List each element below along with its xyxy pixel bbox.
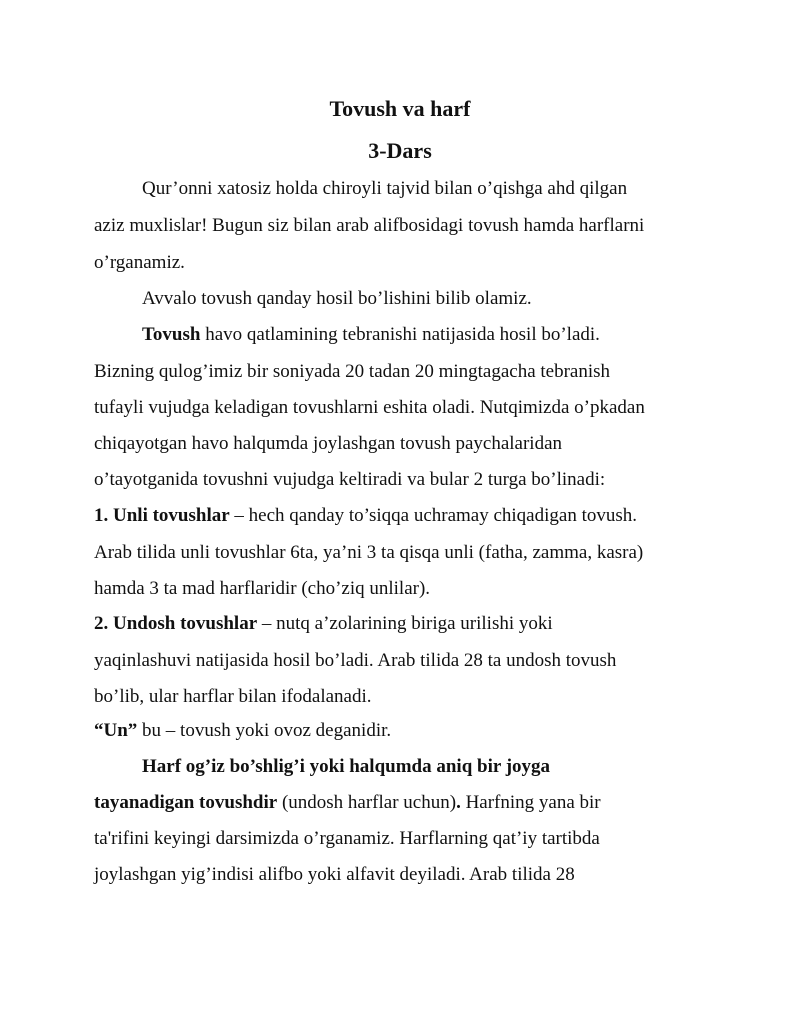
paragraph-line: ta'rifini keyingi darsimizda o’rganamiz. Harflarning qat’iy tartibda: [94, 828, 600, 849]
paragraph-line: bo’lib, ular harflar bilan ifodalanadi.: [94, 686, 372, 707]
paragraph-line: Tovush havo qatlamining tebranishi natijasida hosil bo’ladi.: [142, 324, 600, 345]
paragraph-line: tayanadigan tovushdir (undosh harflar uchun). Harfning yana bir: [94, 792, 601, 813]
paragraph-line: o’tayotganida tovushni vujudga keltiradi va bular 2 turga bo’linadi:: [94, 469, 606, 490]
term-bold: tayanadigan tovushdir: [94, 792, 278, 813]
paragraph-line: Qur’onni xatosiz holda chiroyli tajvid bilan o’qishga ahd qilgan: [142, 178, 628, 199]
paragraph-line: hamda 3 ta mad harflaridir (cho’ziq unlilar).: [94, 578, 431, 599]
term-bold: 1. Unli tovushlar: [94, 505, 230, 526]
term-bold: “Un”: [94, 720, 138, 741]
paragraph-line: Avvalo tovush qanday hosil bo’lishini bilib olamiz.: [142, 288, 532, 309]
paragraph-line: Arab tilida unli tovushlar 6ta, ya’ni 3 ta qisqa unli (fatha, zamma, kasra): [94, 542, 644, 563]
term-bold: 2. Undosh tovushlar: [94, 613, 258, 634]
paragraph-line: “Un” bu – tovush yoki ovoz deganidir.: [94, 720, 392, 741]
document-title: Tovush va harf: [329, 96, 471, 121]
lesson-number: 3-Dars: [368, 138, 432, 163]
paragraph-line: chiqayotgan havo halqumda joylashgan tovush paychalaridan: [94, 433, 563, 454]
paragraph-line: aziz muxlislar! Bugun siz bilan arab alifbosidagi tovush hamda harflarni: [94, 215, 645, 236]
paragraph-line: [142, 756, 550, 778]
term-bold: Tovush: [142, 324, 201, 345]
term-bold: Harf og’iz bo’shlig’i yoki halqumda aniq bir joyga: [142, 756, 551, 777]
paragraph-line: tufayli vujudga keladigan tovushlarni eshita oladi. Nutqimizda o’pkadan: [94, 397, 645, 418]
paragraph-line: Bizning qulog’imiz bir soniyada 20 tadan 20 mingtagacha tebranish: [94, 361, 611, 382]
paragraph-line: 2. Undosh tovushlar – nutq a’zolarining biriga urilishi yoki: [94, 613, 553, 634]
paragraph-line: yaqinlashuvi natijasida hosil bo’ladi. Arab tilida 28 ta undosh tovush: [94, 650, 617, 671]
paragraph-line: joylashgan yig’indisi alifbo yoki alfavit deyiladi. Arab tilida 28: [94, 864, 575, 885]
paragraph-line: 1. Unli tovushlar – hech qanday to’siqqa uchramay chiqadigan tovush.: [94, 505, 638, 526]
paragraph-line: o’rganamiz.: [94, 252, 185, 273]
